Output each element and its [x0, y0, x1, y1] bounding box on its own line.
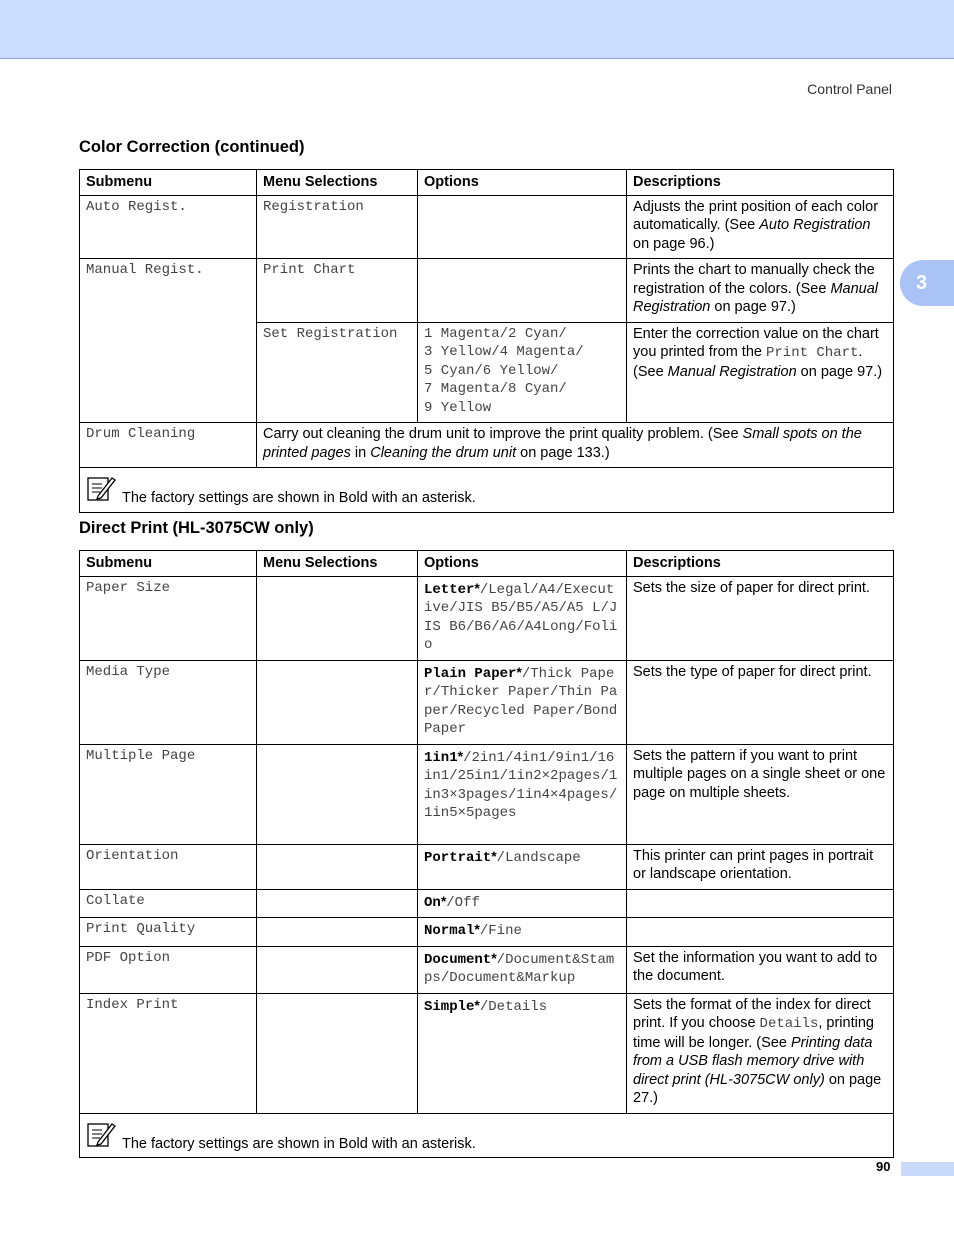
options-cell: On*/Off: [418, 889, 627, 918]
description-cell: This printer can print pages in portrait or landscape orientation.: [627, 844, 894, 889]
description-cell: Carry out cleaning the drum unit to improve the print quality problem. (See Small spots on the printed pages in Cleaning the drum unit on page 133.): [257, 423, 894, 468]
table-header-row: [80, 170, 894, 196]
submenu-cell: Print Quality: [80, 918, 257, 947]
submenu-cell: Multiple Page: [80, 744, 257, 844]
description-cell: Prints the chart to manually check the registration of the colors. (See Manual Registration on page 97.): [627, 259, 894, 323]
table-row: [80, 946, 894, 993]
color-correction-table: [79, 169, 894, 513]
menu-cell: [257, 660, 418, 744]
note-cell: [80, 1113, 894, 1158]
menu-cell: [257, 844, 418, 889]
table-row: [80, 576, 894, 660]
menu-cell: [257, 576, 418, 660]
options-cell: 1 Magenta/2 Cyan/ 3 Yellow/4 Magenta/ 5 Cyan/6 Yellow/ 7 Magenta/8 Cyan/ 9 Yellow: [418, 322, 627, 423]
submenu-cell: PDF Option: [80, 946, 257, 993]
table-row: [80, 195, 894, 259]
menu-cell: Print Chart: [257, 259, 418, 323]
description-cell: Sets the type of paper for direct print.: [627, 660, 894, 744]
direct-print-table: [79, 550, 894, 1158]
options-cell: 1in1*/2in1/4in1/9in1/16in1/25in1/1in2×2pages/1in3×3pages/1in4×4pages/1in5×5pages: [418, 744, 627, 844]
menu-cell: [257, 918, 418, 947]
description-cell: Set the information you want to add to the document.: [627, 946, 894, 993]
options-cell: Simple*/Details: [418, 993, 627, 1113]
description-cell: Sets the size of paper for direct print.: [627, 576, 894, 660]
submenu-cell: Index Print: [80, 993, 257, 1113]
options-cell: [418, 259, 627, 323]
table-row: [80, 993, 894, 1113]
col-header-descriptions: Descriptions: [627, 170, 894, 196]
submenu-cell: Manual Regist.: [80, 259, 257, 423]
options-cell: [418, 195, 627, 259]
running-header: Control Panel: [807, 81, 892, 97]
col-header-submenu: Submenu: [80, 170, 257, 196]
note-row: [80, 468, 894, 513]
header-bar: [0, 0, 954, 59]
col-header-menu-selections: Menu Selections: [257, 170, 418, 196]
note-cell: [80, 468, 894, 513]
col-header-options: Options: [418, 170, 627, 196]
table-row: [80, 889, 894, 918]
col-header-options: Options: [418, 551, 627, 577]
table-row: [80, 660, 894, 744]
description-cell: Enter the correction value on the chart you printed from the Print Chart. (See Manual Registration on page 97.): [627, 322, 894, 423]
description-cell: Sets the pattern if you want to print multiple pages on a single sheet or one page on multiple sheets.: [627, 744, 894, 844]
note-text: The factory settings are shown in Bold with an asterisk.: [122, 1135, 476, 1152]
options-cell: Letter*/Legal/A4/Executive/JIS B5/B5/A5/A5 L/JIS B6/B6/A6/A4Long/Folio: [418, 576, 627, 660]
table-row: [80, 844, 894, 889]
table-header-row: [80, 551, 894, 577]
submenu-cell: Collate: [80, 889, 257, 918]
menu-cell: Registration: [257, 195, 418, 259]
options-cell: Plain Paper*/Thick Paper/Thicker Paper/Thin Paper/Recycled Paper/Bond Paper: [418, 660, 627, 744]
options-cell: Document*/Document&Stamps/Document&Markup: [418, 946, 627, 993]
note-row: [80, 1113, 894, 1158]
note-pencil-icon: [86, 474, 116, 508]
menu-cell: [257, 946, 418, 993]
submenu-cell: Auto Regist.: [80, 195, 257, 259]
submenu-cell: Drum Cleaning: [80, 423, 257, 468]
table-row: [80, 423, 894, 468]
submenu-cell: Orientation: [80, 844, 257, 889]
note-text: The factory settings are shown in Bold with an asterisk.: [122, 490, 476, 506]
chapter-tab[interactable]: 3: [900, 260, 954, 306]
col-header-menu-selections: Menu Selections: [257, 551, 418, 577]
description-cell: [627, 918, 894, 947]
description-cell: Adjusts the print position of each color automatically. (See Auto Registration on page 96.): [627, 195, 894, 259]
menu-cell: [257, 889, 418, 918]
menu-cell: [257, 744, 418, 844]
options-cell: Normal*/Fine: [418, 918, 627, 947]
description-cell: Sets the format of the index for direct print. If you choose Details, printing time will be longer. (See Printing data from a USB flash memory drive with direct print (HL-3075CW only) on page 27.): [627, 993, 894, 1113]
table-row: [80, 918, 894, 947]
page-number-bar: [901, 1162, 954, 1176]
col-header-descriptions: Descriptions: [627, 551, 894, 577]
description-cell: [627, 889, 894, 918]
submenu-cell: Media Type: [80, 660, 257, 744]
table-row: [80, 744, 894, 844]
table-row: [80, 259, 894, 323]
col-header-submenu: Submenu: [80, 551, 257, 577]
menu-cell: Set Registration: [257, 322, 418, 423]
menu-cell: [257, 993, 418, 1113]
page-number: 90: [876, 1159, 891, 1174]
section-title-direct-print: Direct Print (HL-3075CW only): [79, 519, 314, 537]
note-pencil-icon: [86, 1120, 116, 1154]
submenu-cell: Paper Size: [80, 576, 257, 660]
section-title-color-correction: Color Correction (continued): [79, 138, 305, 156]
options-cell: Portrait*/Landscape: [418, 844, 627, 889]
